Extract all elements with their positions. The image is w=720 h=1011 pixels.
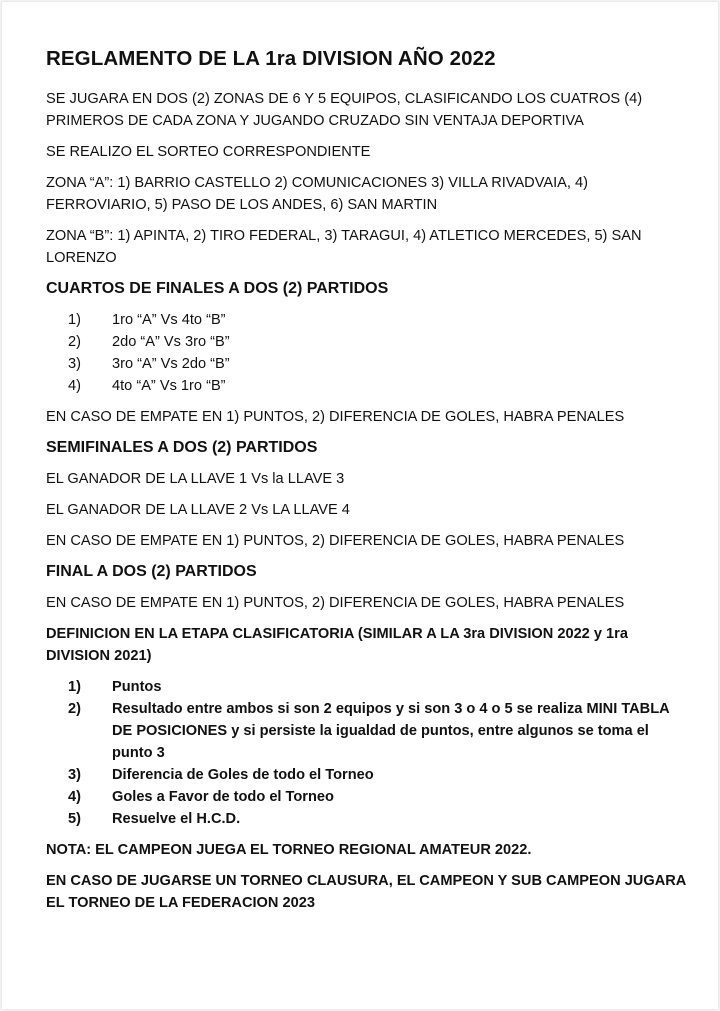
list-item: [46, 676, 686, 698]
definicion-heading: DEFINICION EN LA ETAPA CLASIFICATORIA (SIMILAR A LA 3ra DIVISION 2022 y 1ra DIVISION 2021): [46, 626, 628, 664]
list-item: [46, 353, 686, 375]
cuartos-heading: CUARTOS DE FINALES A DOS (2) PARTIDOS: [46, 280, 389, 297]
final-heading: FINAL A DOS (2) PARTIDOS: [46, 563, 257, 580]
list-item-number: 3): [68, 356, 81, 372]
list-item-text: 1ro “A” Vs 4to “B”: [112, 312, 226, 328]
list-item-number: 3): [68, 767, 81, 783]
semis-empate-paragraph: EN CASO DE EMPATE EN 1) PUNTOS, 2) DIFERENCIA DE GOLES, HABRA PENALES: [46, 533, 625, 549]
final-empate-paragraph: EN CASO DE EMPATE EN 1) PUNTOS, 2) DIFERENCIA DE GOLES, HABRA PENALES: [46, 595, 625, 611]
zona-b-paragraph: ZONA “B”: 1) APINTA, 2) TIRO FEDERAL, 3) TARAGUI, 4) ATLETICO MERCEDES, 5) SAN LORENZO: [46, 228, 642, 266]
sorteo-paragraph: SE REALIZO EL SORTEO CORRESPONDIENTE: [46, 144, 371, 160]
list-item-text: 3ro “A” Vs 2do “B”: [112, 356, 230, 372]
list-item-number: 1): [68, 312, 81, 328]
zona-a-paragraph: ZONA “A”: 1) BARRIO CASTELLO 2) COMUNICACIONES 3) VILLA RIVADVAIA, 4) FERROVIARIO, 5) PASO DE LOS ANDES, 6) SAN MARTIN: [46, 175, 588, 213]
list-item-number: 4): [68, 789, 81, 805]
list-item-number: 1): [68, 679, 81, 695]
document-title: REGLAMENTO DE LA 1ra DIVISION AÑO 2022: [46, 47, 496, 70]
list-item-number: 5): [68, 811, 81, 827]
list-item-number: 2): [68, 701, 81, 717]
list-item: [46, 375, 686, 397]
semis-llave1-paragraph: EL GANADOR DE LA LLAVE 1 Vs la LLAVE 3: [46, 471, 345, 487]
list-item-text: Puntos: [112, 679, 162, 695]
intro-paragraph: SE JUGARA EN DOS (2) ZONAS DE 6 Y 5 EQUIPOS, CLASIFICANDO LOS CUATROS (4) PRIMEROS DE CADA ZONA Y JUGANDO CRUZADO SIN VENTAJA DEPORTIVA: [46, 91, 643, 129]
list-item-number: 4): [68, 378, 81, 394]
list-item: [46, 764, 686, 786]
list-item-text: Resultado entre ambos si son 2 equipos y si son 3 o 4 o 5 se realiza MINI TABLA DE POSICIONES y si persiste la igualdad de puntos, entre algunos se toma el punto 3: [112, 701, 670, 761]
list-item-number: 2): [68, 334, 81, 350]
list-item-text: Resuelve el H.C.D.: [112, 811, 241, 827]
definicion-list: [46, 676, 686, 830]
document-body: [46, 46, 686, 923]
list-item: [46, 698, 686, 764]
nota-paragraph: NOTA: EL CAMPEON JUEGA EL TORNEO REGIONAL AMATEUR 2022.: [46, 842, 532, 858]
semis-llave2-paragraph: EL GANADOR DE LA LLAVE 2 Vs LA LLAVE 4: [46, 502, 350, 518]
list-item-text: Diferencia de Goles de todo el Torneo: [112, 767, 374, 783]
list-item: [46, 808, 686, 830]
list-item: [46, 786, 686, 808]
cuartos-empate-paragraph: EN CASO DE EMPATE EN 1) PUNTOS, 2) DIFERENCIA DE GOLES, HABRA PENALES: [46, 409, 625, 425]
clausura-paragraph: EN CASO DE JUGARSE UN TORNEO CLAUSURA, EL CAMPEON Y SUB CAMPEON JUGARA EL TORNEO DE LA FEDERACION 2023: [46, 873, 686, 911]
list-item-text: 2do “A” Vs 3ro “B”: [112, 334, 230, 350]
semis-heading: SEMIFINALES A DOS (2) PARTIDOS: [46, 439, 318, 456]
list-item: [46, 309, 686, 331]
list-item-text: 4to “A” Vs 1ro “B”: [112, 378, 226, 394]
document-page: [2, 2, 718, 1009]
cuartos-list: [46, 309, 686, 397]
list-item: [46, 331, 686, 353]
list-item-text: Goles a Favor de todo el Torneo: [112, 789, 334, 805]
